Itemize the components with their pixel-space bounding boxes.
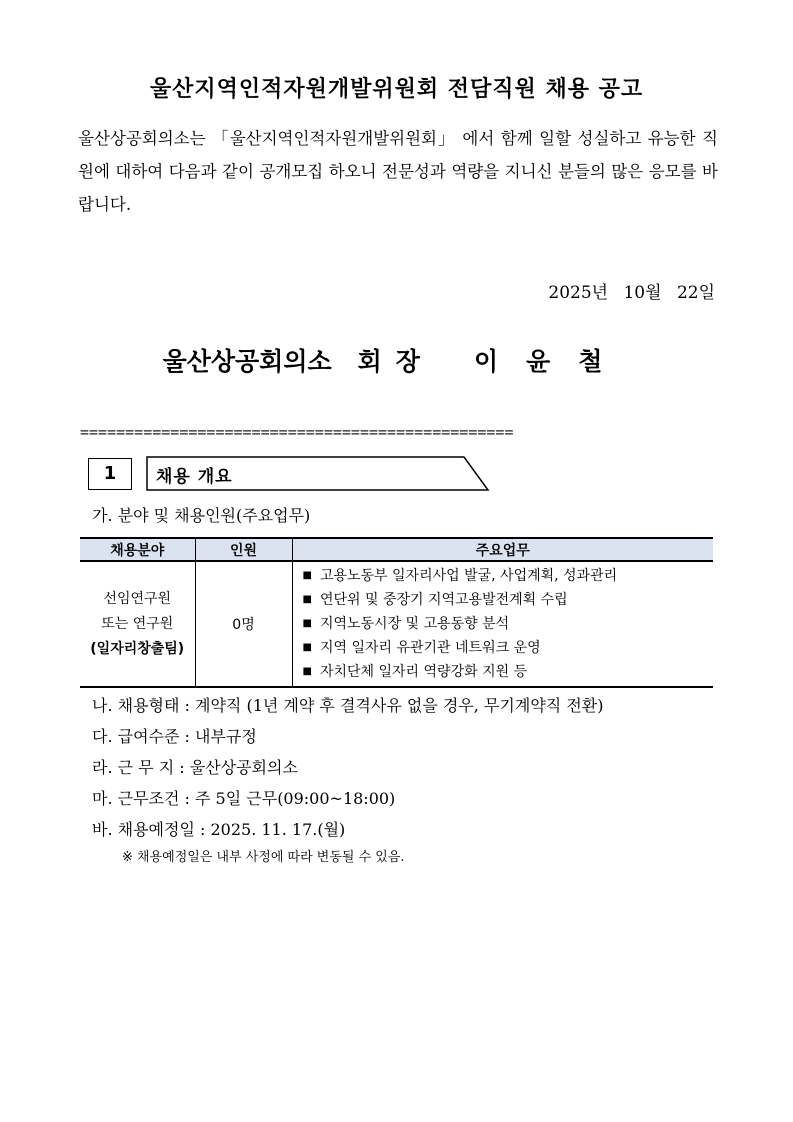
field-cell xyxy=(80,561,195,687)
field-line: 선임연구원 xyxy=(103,590,172,607)
duty-item xyxy=(303,564,714,588)
duty-item xyxy=(303,612,714,636)
detail-item-start-date: 바. 채용예정일 : 2025. 11. 17.(월) xyxy=(92,820,346,839)
detail-item-workplace: 라. 근 무 지 : 울산상공회의소 xyxy=(92,758,298,777)
detail-item-employment-type: 나. 채용형태 : 계약직 (1년 계약 후 결격사유 없을 경우, 무기계약직 전환) xyxy=(92,696,604,715)
square-bullet-icon: ■ xyxy=(302,618,312,629)
start-date-note: ※ 채용예정일은 내부 사정에 따라 변동될 수 있음. xyxy=(122,850,405,865)
field-line: 또는 연구원 xyxy=(101,615,174,632)
signer-org: 울산상공회의소 xyxy=(162,347,332,376)
duties-cell xyxy=(292,561,713,687)
duty-text: 고용노동부 일자리사업 발굴, 사업계획, 성과관리 xyxy=(319,568,618,584)
header-field: 채용분야 xyxy=(80,538,195,561)
section-number: 1 xyxy=(88,458,132,490)
header-count: 인원 xyxy=(195,538,292,561)
duty-text: 자치단체 일자리 역량강화 지원 등 xyxy=(319,664,528,680)
duty-text: 지역 일자리 유관기관 네트워크 운영 xyxy=(319,640,541,656)
count-cell: 0명 xyxy=(195,561,292,687)
square-bullet-icon: ■ xyxy=(302,666,312,677)
section-heading: 채용 개요 xyxy=(156,467,233,487)
detail-item-work-conditions: 마. 근무조건 : 주 5일 근무(09:00~18:00) xyxy=(92,789,396,808)
section-heading-box xyxy=(146,456,491,492)
signer-name: 이윤철 xyxy=(473,347,631,376)
duty-item xyxy=(303,660,714,684)
table-row xyxy=(80,561,713,687)
duty-text: 연단위 및 중장기 지역고용발전계획 수립 xyxy=(319,592,568,608)
header-duties: 주요업무 xyxy=(292,538,713,561)
intro-paragraph: 울산상공회의소는 「울산지역인적자원개발위원회」 에서 함께 일할 성실하고 유능한 직원에 대하여 다음과 같이 공개모집 하오니 전문성과 역량을 지니신 분들의 많은 응모를 바랍니다. xyxy=(78,129,718,214)
recruitment-table xyxy=(80,537,713,688)
field-team: (일자리창출팀) xyxy=(90,640,185,657)
square-bullet-icon: ■ xyxy=(302,642,312,653)
detail-item-salary: 다. 급여수준 : 내부규정 xyxy=(92,727,257,746)
signer-role: 회장 xyxy=(357,347,434,376)
divider-line: ================================================ xyxy=(80,423,514,441)
page-title: 울산지역인적자원개발위원회 전담직원 채용 공고 xyxy=(149,77,644,102)
duty-item xyxy=(303,636,714,660)
square-bullet-icon: ■ xyxy=(302,570,312,581)
detail-items xyxy=(92,690,604,845)
table-header-row xyxy=(80,538,713,561)
announcement-date: 2025년 10월 22일 xyxy=(548,283,715,303)
square-bullet-icon: ■ xyxy=(302,594,312,605)
duty-text: 지역노동시장 및 고용동향 분석 xyxy=(319,616,510,632)
signer-line xyxy=(0,342,793,378)
duty-item xyxy=(303,588,714,612)
subsection-a-label: 가. 분야 및 채용인원(주요업무) xyxy=(92,506,311,525)
